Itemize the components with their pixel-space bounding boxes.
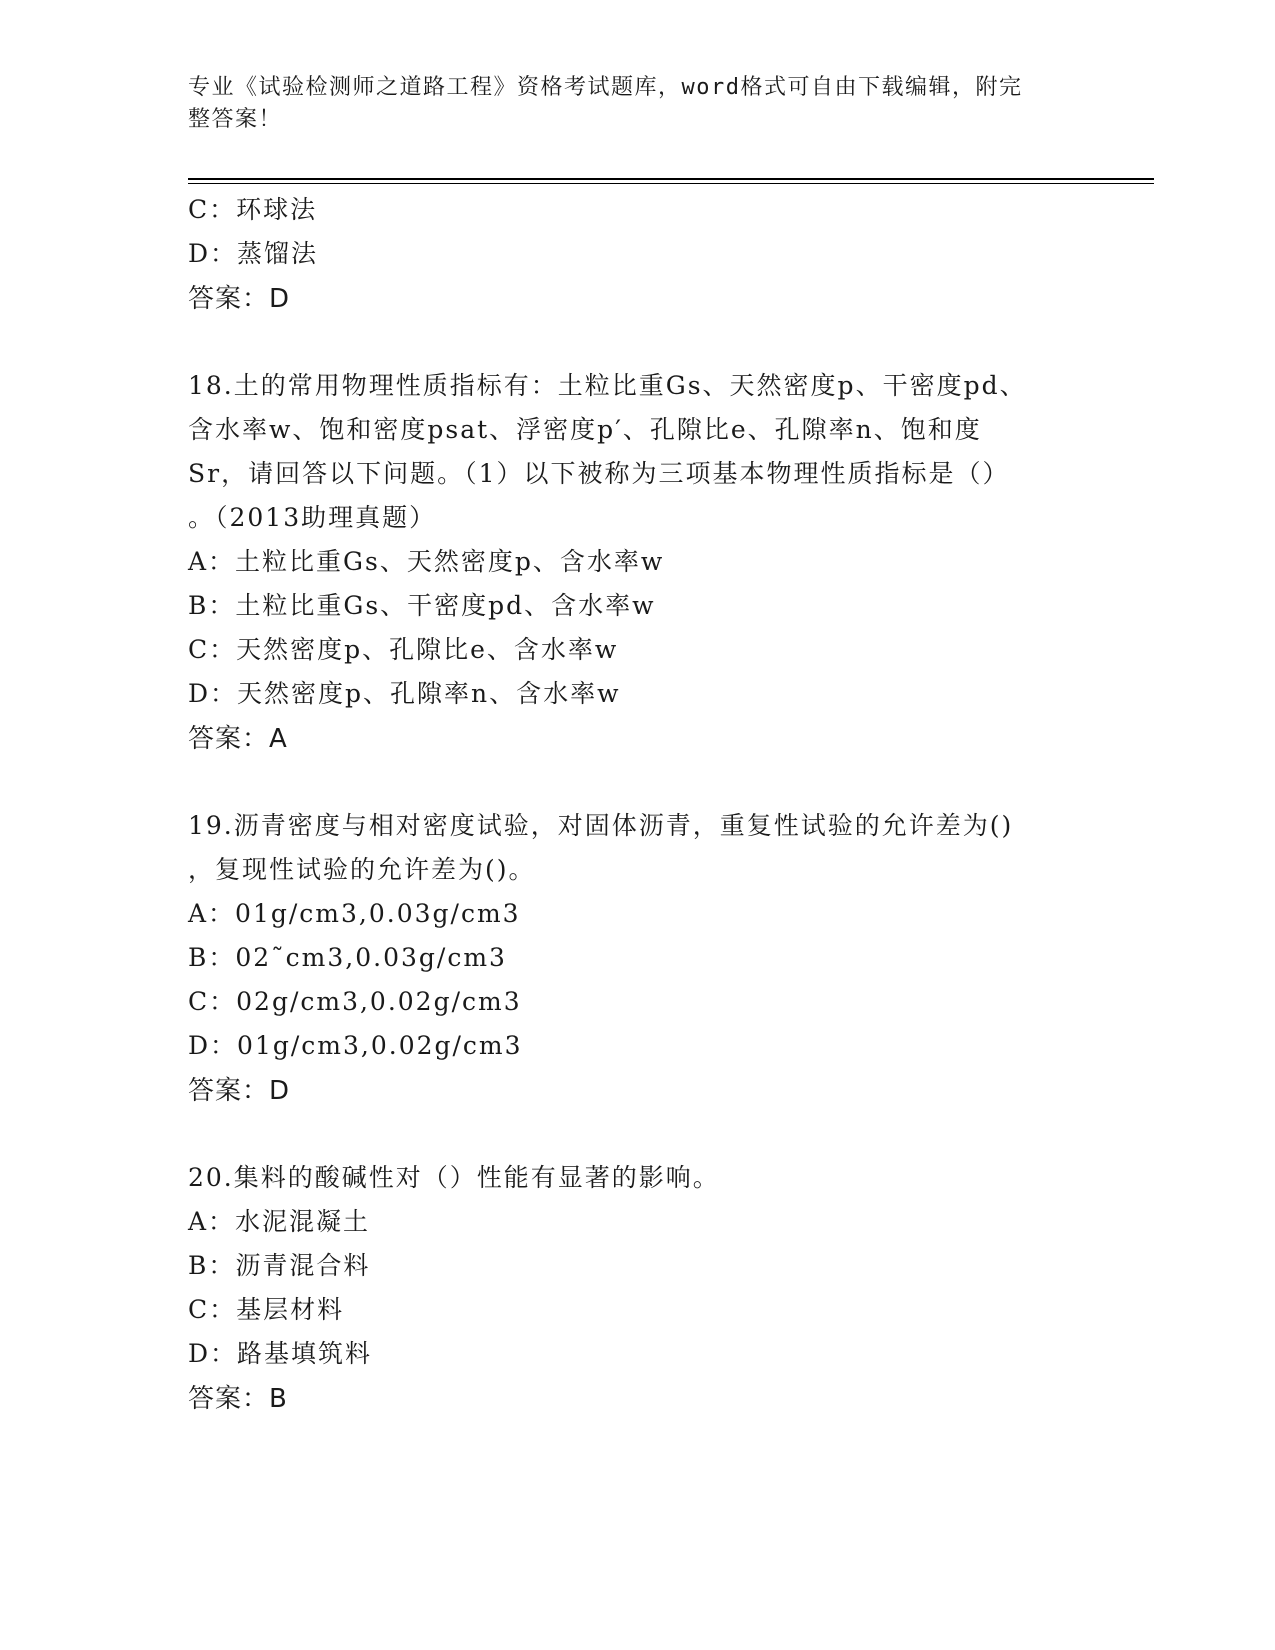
document-header — [188, 72, 1068, 136]
q18-option-c: C：天然密度p、孔隙比e、含水率w — [188, 635, 619, 664]
prev-answer: 答案：D — [188, 284, 291, 314]
header-line-1: 专业《试验检测师之道路工程》资格考试题库，word格式可自由下载编辑，附完 — [188, 75, 1023, 100]
q19-option-d: D：01g/cm3,0.02g/cm3 — [188, 1031, 523, 1060]
q20-option-b: B：沥青混合料 — [188, 1251, 371, 1280]
q20-answer: 答案：B — [188, 1384, 288, 1414]
q18-stem-line-2: 含水率w、饱和密度psat、浮密度p′、孔隙比e、孔隙率n、饱和度 — [188, 415, 982, 444]
q20-option-a: A：水泥混凝土 — [188, 1207, 371, 1236]
prev-option-d: D：蒸馏法 — [188, 239, 319, 268]
q18-stem-line-1: 18.土的常用物理性质指标有：土粒比重Gs、天然密度p、干密度pd、 — [188, 371, 1027, 400]
q18-stem-line-4: 。（2013助理真题） — [188, 503, 437, 532]
q18-stem-line-3: Sr，请回答以下问题。（1）以下被称为三项基本物理性质指标是（） — [188, 459, 1010, 488]
q19-answer: 答案：D — [188, 1076, 291, 1106]
q18-option-b: B：土粒比重Gs、干密度pd、含水率w — [188, 591, 656, 620]
q19-option-b: B：02˜cm3,0.03g/cm3 — [188, 943, 507, 972]
header-divider-thin — [188, 183, 1154, 184]
prev-option-c: C：环球法 — [188, 195, 318, 224]
header-line-2: 整答案！ — [188, 107, 283, 132]
q20-stem-line-1: 20.集料的酸碱性对（）性能有显著的影响。 — [188, 1163, 720, 1192]
q19-stem-line-1: 19.沥青密度与相对密度试验，对固体沥青，重复性试验的允许差为() — [188, 811, 1014, 840]
q20-option-c: C：基层材料 — [188, 1295, 345, 1324]
q18-answer: 答案：A — [188, 724, 288, 754]
q20-option-d: D：路基填筑料 — [188, 1339, 373, 1368]
header-divider-thick — [188, 178, 1154, 180]
q18-option-d: D：天然密度p、孔隙率n、含水率w — [188, 679, 621, 708]
q19-option-a: A：01g/cm3,0.03g/cm3 — [188, 899, 521, 928]
q18-option-a: A：土粒比重Gs、天然密度p、含水率w — [188, 547, 665, 576]
q19-option-c: C：02g/cm3,0.02g/cm3 — [188, 987, 522, 1016]
q19-stem-line-2: ，复现性试验的允许差为()。 — [188, 855, 536, 884]
